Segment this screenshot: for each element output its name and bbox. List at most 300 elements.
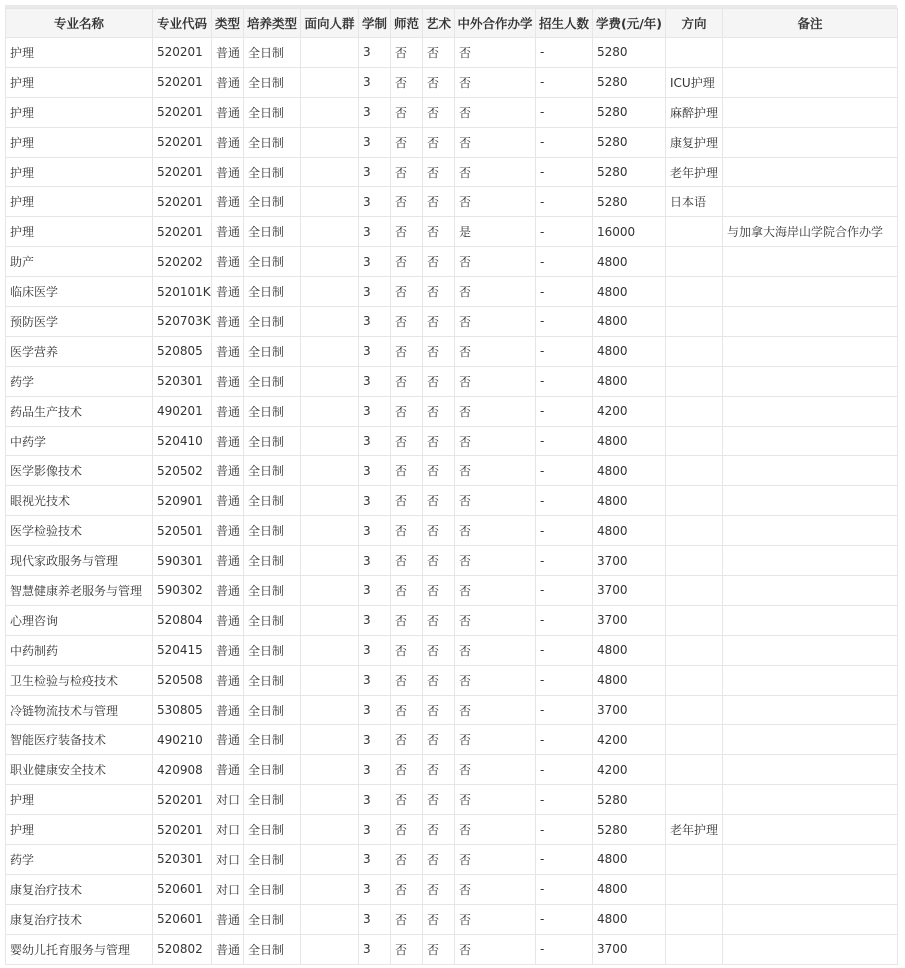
cell-duration: 3 bbox=[359, 904, 391, 934]
cell-target-group bbox=[301, 67, 359, 97]
majors-table-container bbox=[5, 5, 897, 965]
table-header bbox=[6, 9, 898, 38]
cell-type: 普通 bbox=[212, 217, 244, 247]
cell-art: 否 bbox=[423, 635, 455, 665]
cell-remarks bbox=[723, 426, 898, 456]
table-row bbox=[6, 605, 898, 635]
cell-major-name: 智慧健康养老服务与管理 bbox=[6, 576, 153, 606]
cell-joint-program: 否 bbox=[455, 396, 536, 426]
header-row bbox=[6, 9, 898, 38]
cell-duration: 3 bbox=[359, 635, 391, 665]
cell-teacher-training: 否 bbox=[391, 67, 423, 97]
cell-major-name: 护理 bbox=[6, 785, 153, 815]
cell-joint-program: 否 bbox=[455, 456, 536, 486]
cell-remarks bbox=[723, 456, 898, 486]
table-row bbox=[6, 336, 898, 366]
cell-duration: 3 bbox=[359, 516, 391, 546]
cell-type: 普通 bbox=[212, 516, 244, 546]
cell-tuition: 4200 bbox=[593, 396, 666, 426]
cell-target-group bbox=[301, 486, 359, 516]
cell-major-code: 520201 bbox=[153, 785, 212, 815]
cell-art: 否 bbox=[423, 695, 455, 725]
cell-major-code: 520802 bbox=[153, 934, 212, 964]
cell-enrollment: - bbox=[536, 97, 593, 127]
cell-remarks bbox=[723, 725, 898, 755]
cell-major-code: 520804 bbox=[153, 605, 212, 635]
cell-type: 普通 bbox=[212, 307, 244, 337]
cell-major-code: 520201 bbox=[153, 38, 212, 68]
cell-study-mode: 全日制 bbox=[244, 97, 301, 127]
cell-major-code: 520601 bbox=[153, 874, 212, 904]
cell-joint-program: 否 bbox=[455, 426, 536, 456]
cell-type: 普通 bbox=[212, 336, 244, 366]
cell-teacher-training: 否 bbox=[391, 38, 423, 68]
cell-remarks bbox=[723, 38, 898, 68]
cell-major-name: 护理 bbox=[6, 38, 153, 68]
cell-tuition: 5280 bbox=[593, 157, 666, 187]
cell-joint-program: 否 bbox=[455, 277, 536, 307]
cell-major-code: 420908 bbox=[153, 755, 212, 785]
cell-enrollment: - bbox=[536, 695, 593, 725]
cell-study-mode: 全日制 bbox=[244, 605, 301, 635]
cell-study-mode: 全日制 bbox=[244, 725, 301, 755]
cell-type: 普通 bbox=[212, 486, 244, 516]
cell-direction: 老年护理 bbox=[666, 815, 723, 845]
cell-study-mode: 全日制 bbox=[244, 307, 301, 337]
cell-target-group bbox=[301, 695, 359, 725]
cell-direction bbox=[666, 247, 723, 277]
table-row bbox=[6, 486, 898, 516]
cell-major-code: 590302 bbox=[153, 576, 212, 606]
cell-tuition: 4200 bbox=[593, 725, 666, 755]
cell-study-mode: 全日制 bbox=[244, 695, 301, 725]
cell-major-name: 药学 bbox=[6, 845, 153, 875]
cell-study-mode: 全日制 bbox=[244, 456, 301, 486]
cell-study-mode: 全日制 bbox=[244, 127, 301, 157]
cell-study-mode: 全日制 bbox=[244, 486, 301, 516]
cell-study-mode: 全日制 bbox=[244, 426, 301, 456]
cell-teacher-training: 否 bbox=[391, 695, 423, 725]
cell-target-group bbox=[301, 247, 359, 277]
cell-target-group bbox=[301, 904, 359, 934]
cell-enrollment: - bbox=[536, 845, 593, 875]
cell-teacher-training: 否 bbox=[391, 576, 423, 606]
cell-art: 否 bbox=[423, 277, 455, 307]
cell-teacher-training: 否 bbox=[391, 307, 423, 337]
cell-tuition: 3700 bbox=[593, 934, 666, 964]
cell-joint-program: 否 bbox=[455, 576, 536, 606]
cell-joint-program: 否 bbox=[455, 307, 536, 337]
cell-art: 否 bbox=[423, 546, 455, 576]
column-header-remarks: 备注 bbox=[723, 9, 898, 38]
cell-direction bbox=[666, 904, 723, 934]
cell-art: 否 bbox=[423, 67, 455, 97]
cell-direction bbox=[666, 426, 723, 456]
cell-teacher-training: 否 bbox=[391, 456, 423, 486]
cell-teacher-training: 否 bbox=[391, 904, 423, 934]
table-row bbox=[6, 396, 898, 426]
cell-target-group bbox=[301, 815, 359, 845]
cell-teacher-training: 否 bbox=[391, 815, 423, 845]
cell-tuition: 5280 bbox=[593, 67, 666, 97]
cell-duration: 3 bbox=[359, 426, 391, 456]
cell-enrollment: - bbox=[536, 755, 593, 785]
cell-art: 否 bbox=[423, 576, 455, 606]
cell-art: 否 bbox=[423, 785, 455, 815]
cell-enrollment: - bbox=[536, 546, 593, 576]
cell-art: 否 bbox=[423, 157, 455, 187]
cell-joint-program: 否 bbox=[455, 38, 536, 68]
cell-tuition: 16000 bbox=[593, 217, 666, 247]
cell-remarks bbox=[723, 366, 898, 396]
cell-teacher-training: 否 bbox=[391, 157, 423, 187]
cell-study-mode: 全日制 bbox=[244, 157, 301, 187]
cell-major-name: 药学 bbox=[6, 366, 153, 396]
cell-major-code: 520901 bbox=[153, 486, 212, 516]
cell-tuition: 5280 bbox=[593, 815, 666, 845]
cell-duration: 3 bbox=[359, 755, 391, 785]
cell-direction bbox=[666, 38, 723, 68]
cell-joint-program: 否 bbox=[455, 516, 536, 546]
cell-tuition: 4200 bbox=[593, 755, 666, 785]
cell-direction bbox=[666, 336, 723, 366]
cell-teacher-training: 否 bbox=[391, 277, 423, 307]
cell-tuition: 3700 bbox=[593, 546, 666, 576]
cell-teacher-training: 否 bbox=[391, 396, 423, 426]
column-header-art: 艺术 bbox=[423, 9, 455, 38]
table-row bbox=[6, 38, 898, 68]
cell-art: 否 bbox=[423, 755, 455, 785]
cell-target-group bbox=[301, 665, 359, 695]
cell-major-code: 520415 bbox=[153, 635, 212, 665]
cell-direction bbox=[666, 635, 723, 665]
cell-art: 否 bbox=[423, 486, 455, 516]
table-row bbox=[6, 576, 898, 606]
cell-remarks bbox=[723, 874, 898, 904]
table-row bbox=[6, 934, 898, 964]
cell-direction bbox=[666, 396, 723, 426]
cell-teacher-training: 否 bbox=[391, 247, 423, 277]
cell-joint-program: 否 bbox=[455, 665, 536, 695]
cell-joint-program: 否 bbox=[455, 97, 536, 127]
cell-duration: 3 bbox=[359, 576, 391, 606]
table-row bbox=[6, 277, 898, 307]
cell-duration: 3 bbox=[359, 247, 391, 277]
cell-type: 普通 bbox=[212, 546, 244, 576]
cell-duration: 3 bbox=[359, 725, 391, 755]
table-row bbox=[6, 874, 898, 904]
table-row bbox=[6, 67, 898, 97]
table-row bbox=[6, 516, 898, 546]
cell-direction bbox=[666, 874, 723, 904]
cell-enrollment: - bbox=[536, 815, 593, 845]
cell-type: 普通 bbox=[212, 247, 244, 277]
cell-major-code: 520410 bbox=[153, 426, 212, 456]
cell-direction bbox=[666, 725, 723, 755]
cell-enrollment: - bbox=[536, 516, 593, 546]
table-row bbox=[6, 426, 898, 456]
cell-direction bbox=[666, 546, 723, 576]
cell-joint-program: 否 bbox=[455, 127, 536, 157]
cell-remarks bbox=[723, 845, 898, 875]
table-row bbox=[6, 695, 898, 725]
cell-duration: 3 bbox=[359, 97, 391, 127]
cell-major-name: 护理 bbox=[6, 157, 153, 187]
cell-art: 否 bbox=[423, 336, 455, 366]
cell-enrollment: - bbox=[536, 874, 593, 904]
cell-art: 否 bbox=[423, 97, 455, 127]
cell-type: 普通 bbox=[212, 695, 244, 725]
cell-major-name: 现代家政服务与管理 bbox=[6, 546, 153, 576]
cell-enrollment: - bbox=[536, 635, 593, 665]
cell-joint-program: 否 bbox=[455, 874, 536, 904]
column-header-tuition: 学费(元/年) bbox=[593, 9, 666, 38]
cell-duration: 3 bbox=[359, 307, 391, 337]
cell-teacher-training: 否 bbox=[391, 127, 423, 157]
cell-joint-program: 否 bbox=[455, 336, 536, 366]
cell-study-mode: 全日制 bbox=[244, 396, 301, 426]
cell-major-name: 临床医学 bbox=[6, 277, 153, 307]
cell-target-group bbox=[301, 874, 359, 904]
majors-table bbox=[5, 8, 898, 965]
cell-enrollment: - bbox=[536, 785, 593, 815]
cell-type: 普通 bbox=[212, 665, 244, 695]
cell-target-group bbox=[301, 366, 359, 396]
cell-remarks bbox=[723, 247, 898, 277]
cell-joint-program: 否 bbox=[455, 546, 536, 576]
cell-type: 普通 bbox=[212, 157, 244, 187]
cell-study-mode: 全日制 bbox=[244, 904, 301, 934]
cell-direction bbox=[666, 217, 723, 247]
cell-target-group bbox=[301, 755, 359, 785]
cell-major-name: 康复治疗技术 bbox=[6, 904, 153, 934]
cell-major-name: 职业健康安全技术 bbox=[6, 755, 153, 785]
cell-remarks bbox=[723, 576, 898, 606]
table-row bbox=[6, 217, 898, 247]
cell-remarks: 与加拿大海岸山学院合作办学 bbox=[723, 217, 898, 247]
cell-major-name: 助产 bbox=[6, 247, 153, 277]
cell-joint-program: 否 bbox=[455, 725, 536, 755]
cell-tuition: 5280 bbox=[593, 97, 666, 127]
cell-direction bbox=[666, 845, 723, 875]
cell-duration: 3 bbox=[359, 336, 391, 366]
cell-duration: 3 bbox=[359, 546, 391, 576]
cell-duration: 3 bbox=[359, 815, 391, 845]
cell-joint-program: 否 bbox=[455, 755, 536, 785]
cell-major-name: 卫生检验与检疫技术 bbox=[6, 665, 153, 695]
table-row bbox=[6, 546, 898, 576]
cell-tuition: 4800 bbox=[593, 845, 666, 875]
cell-enrollment: - bbox=[536, 605, 593, 635]
cell-target-group bbox=[301, 426, 359, 456]
cell-study-mode: 全日制 bbox=[244, 38, 301, 68]
cell-type: 普通 bbox=[212, 97, 244, 127]
cell-enrollment: - bbox=[536, 277, 593, 307]
cell-art: 否 bbox=[423, 217, 455, 247]
cell-direction bbox=[666, 934, 723, 964]
cell-type: 普通 bbox=[212, 755, 244, 785]
cell-enrollment: - bbox=[536, 127, 593, 157]
cell-type: 普通 bbox=[212, 366, 244, 396]
cell-art: 否 bbox=[423, 247, 455, 277]
column-header-duration: 学制 bbox=[359, 9, 391, 38]
cell-target-group bbox=[301, 97, 359, 127]
cell-target-group bbox=[301, 307, 359, 337]
cell-major-code: 520601 bbox=[153, 904, 212, 934]
cell-major-code: 520502 bbox=[153, 456, 212, 486]
cell-duration: 3 bbox=[359, 277, 391, 307]
table-row bbox=[6, 187, 898, 217]
cell-duration: 3 bbox=[359, 456, 391, 486]
cell-remarks bbox=[723, 815, 898, 845]
cell-study-mode: 全日制 bbox=[244, 217, 301, 247]
cell-study-mode: 全日制 bbox=[244, 516, 301, 546]
cell-art: 否 bbox=[423, 815, 455, 845]
cell-tuition: 4800 bbox=[593, 307, 666, 337]
cell-type: 普通 bbox=[212, 605, 244, 635]
cell-target-group bbox=[301, 127, 359, 157]
table-row bbox=[6, 247, 898, 277]
cell-tuition: 4800 bbox=[593, 635, 666, 665]
cell-remarks bbox=[723, 127, 898, 157]
cell-target-group bbox=[301, 635, 359, 665]
cell-target-group bbox=[301, 785, 359, 815]
cell-joint-program: 否 bbox=[455, 635, 536, 665]
cell-duration: 3 bbox=[359, 845, 391, 875]
cell-major-code: 520703K bbox=[153, 307, 212, 337]
cell-joint-program: 否 bbox=[455, 605, 536, 635]
cell-direction bbox=[666, 695, 723, 725]
cell-type: 普通 bbox=[212, 635, 244, 665]
cell-art: 否 bbox=[423, 904, 455, 934]
cell-target-group bbox=[301, 396, 359, 426]
cell-remarks bbox=[723, 336, 898, 366]
cell-teacher-training: 否 bbox=[391, 217, 423, 247]
cell-remarks bbox=[723, 785, 898, 815]
table-row bbox=[6, 755, 898, 785]
cell-study-mode: 全日制 bbox=[244, 785, 301, 815]
cell-remarks bbox=[723, 486, 898, 516]
table-row bbox=[6, 157, 898, 187]
cell-enrollment: - bbox=[536, 486, 593, 516]
cell-study-mode: 全日制 bbox=[244, 277, 301, 307]
cell-tuition: 4800 bbox=[593, 874, 666, 904]
cell-direction: 麻醉护理 bbox=[666, 97, 723, 127]
cell-major-code: 530805 bbox=[153, 695, 212, 725]
cell-major-code: 520201 bbox=[153, 97, 212, 127]
cell-type: 对口 bbox=[212, 845, 244, 875]
cell-art: 否 bbox=[423, 426, 455, 456]
cell-target-group bbox=[301, 38, 359, 68]
cell-teacher-training: 否 bbox=[391, 546, 423, 576]
column-header-study-mode: 培养类型 bbox=[244, 9, 301, 38]
table-row bbox=[6, 456, 898, 486]
cell-duration: 3 bbox=[359, 157, 391, 187]
cell-enrollment: - bbox=[536, 396, 593, 426]
cell-type: 普通 bbox=[212, 426, 244, 456]
cell-remarks bbox=[723, 695, 898, 725]
cell-target-group bbox=[301, 605, 359, 635]
cell-major-name: 康复治疗技术 bbox=[6, 874, 153, 904]
cell-major-code: 520201 bbox=[153, 127, 212, 157]
cell-tuition: 5280 bbox=[593, 785, 666, 815]
cell-target-group bbox=[301, 277, 359, 307]
cell-direction: 日本语 bbox=[666, 187, 723, 217]
cell-remarks bbox=[723, 755, 898, 785]
cell-type: 普通 bbox=[212, 934, 244, 964]
cell-teacher-training: 否 bbox=[391, 635, 423, 665]
cell-type: 对口 bbox=[212, 785, 244, 815]
table-row bbox=[6, 307, 898, 337]
cell-direction: 老年护理 bbox=[666, 157, 723, 187]
cell-enrollment: - bbox=[536, 38, 593, 68]
cell-tuition: 5280 bbox=[593, 127, 666, 157]
cell-remarks bbox=[723, 635, 898, 665]
cell-enrollment: - bbox=[536, 456, 593, 486]
cell-study-mode: 全日制 bbox=[244, 815, 301, 845]
cell-tuition: 3700 bbox=[593, 605, 666, 635]
cell-enrollment: - bbox=[536, 904, 593, 934]
cell-major-name: 中药制药 bbox=[6, 635, 153, 665]
cell-duration: 3 bbox=[359, 486, 391, 516]
cell-type: 普通 bbox=[212, 277, 244, 307]
cell-teacher-training: 否 bbox=[391, 187, 423, 217]
cell-major-name: 眼视光技术 bbox=[6, 486, 153, 516]
cell-remarks bbox=[723, 546, 898, 576]
cell-type: 普通 bbox=[212, 38, 244, 68]
cell-study-mode: 全日制 bbox=[244, 336, 301, 366]
cell-teacher-training: 否 bbox=[391, 366, 423, 396]
cell-teacher-training: 否 bbox=[391, 486, 423, 516]
cell-teacher-training: 否 bbox=[391, 755, 423, 785]
cell-enrollment: - bbox=[536, 366, 593, 396]
cell-study-mode: 全日制 bbox=[244, 934, 301, 964]
cell-major-name: 护理 bbox=[6, 815, 153, 845]
cell-direction bbox=[666, 665, 723, 695]
cell-joint-program: 否 bbox=[455, 187, 536, 217]
cell-major-name: 护理 bbox=[6, 67, 153, 97]
cell-major-name: 冷链物流技术与管理 bbox=[6, 695, 153, 725]
cell-duration: 3 bbox=[359, 396, 391, 426]
cell-art: 否 bbox=[423, 516, 455, 546]
cell-target-group bbox=[301, 934, 359, 964]
table-row bbox=[6, 725, 898, 755]
cell-tuition: 3700 bbox=[593, 695, 666, 725]
table-row bbox=[6, 665, 898, 695]
cell-type: 对口 bbox=[212, 874, 244, 904]
cell-study-mode: 全日制 bbox=[244, 755, 301, 785]
cell-remarks bbox=[723, 307, 898, 337]
cell-tuition: 5280 bbox=[593, 38, 666, 68]
cell-tuition: 4800 bbox=[593, 366, 666, 396]
cell-enrollment: - bbox=[536, 725, 593, 755]
cell-direction bbox=[666, 576, 723, 606]
cell-major-code: 520201 bbox=[153, 815, 212, 845]
cell-remarks bbox=[723, 665, 898, 695]
cell-tuition: 4800 bbox=[593, 904, 666, 934]
column-header-teacher-training: 师范 bbox=[391, 9, 423, 38]
cell-remarks bbox=[723, 97, 898, 127]
cell-type: 普通 bbox=[212, 396, 244, 426]
cell-major-code: 520101K bbox=[153, 277, 212, 307]
cell-joint-program: 否 bbox=[455, 934, 536, 964]
cell-teacher-training: 否 bbox=[391, 336, 423, 366]
cell-major-code: 520508 bbox=[153, 665, 212, 695]
cell-art: 否 bbox=[423, 366, 455, 396]
cell-target-group bbox=[301, 576, 359, 606]
cell-major-code: 520201 bbox=[153, 217, 212, 247]
cell-study-mode: 全日制 bbox=[244, 576, 301, 606]
